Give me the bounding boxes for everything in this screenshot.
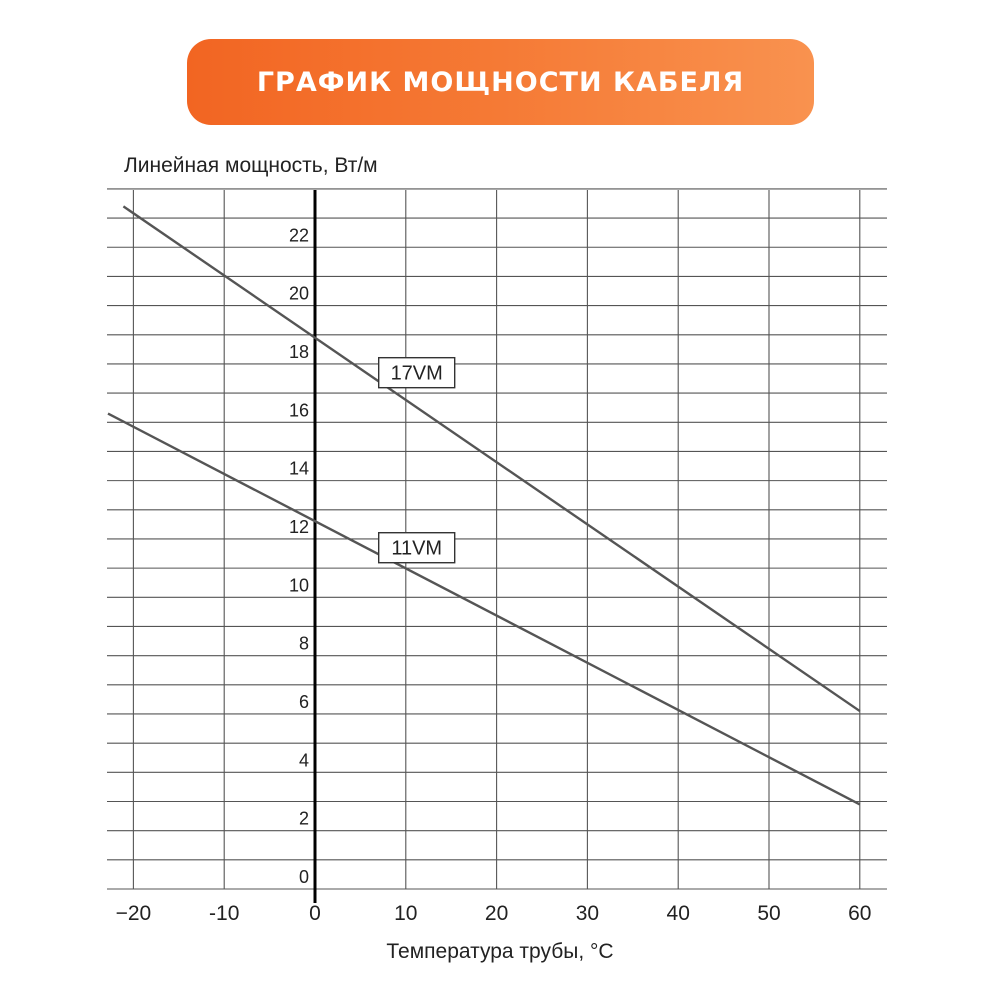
y-axis-label: Линейная мощность, Вт/м	[124, 154, 378, 177]
series-line-17vm	[123, 206, 859, 711]
x-tick-label: 0	[309, 902, 321, 925]
x-tick-label: 40	[666, 902, 690, 925]
y-tick-label: 18	[288, 341, 309, 362]
y-tick-label: 0	[298, 867, 309, 887]
y-tick-label: 10	[288, 575, 309, 596]
x-axis-label: Температура трубы, °C	[386, 940, 614, 963]
y-tick-label: 16	[288, 400, 309, 421]
x-tick-label: 60	[848, 902, 872, 925]
x-tick-label: 20	[484, 902, 509, 925]
y-tick-label: 8	[298, 633, 309, 654]
x-tick-label: 30	[575, 902, 600, 925]
x-tick-label: −20	[115, 902, 152, 925]
x-tick-label: 50	[757, 902, 781, 925]
y-tick-label: 14	[288, 458, 309, 479]
x-tick-label: 10	[394, 902, 418, 925]
y-tick-label: 20	[288, 283, 309, 304]
y-tick-label: 2	[298, 808, 309, 829]
x-tick-label: -10	[209, 902, 240, 925]
y-tick-label: 6	[298, 691, 309, 712]
y-tick-label: 22	[288, 225, 309, 246]
series-line-11vm	[108, 414, 860, 805]
y-tick-label: 12	[288, 516, 309, 537]
chart-title: ГРАФИК МОЩНОСТИ КАБЕЛЯ	[256, 66, 745, 98]
series-label-11vm: 11VM	[391, 537, 443, 560]
y-tick-label: 4	[298, 750, 309, 771]
series-label-17vm: 17VM	[390, 362, 443, 385]
